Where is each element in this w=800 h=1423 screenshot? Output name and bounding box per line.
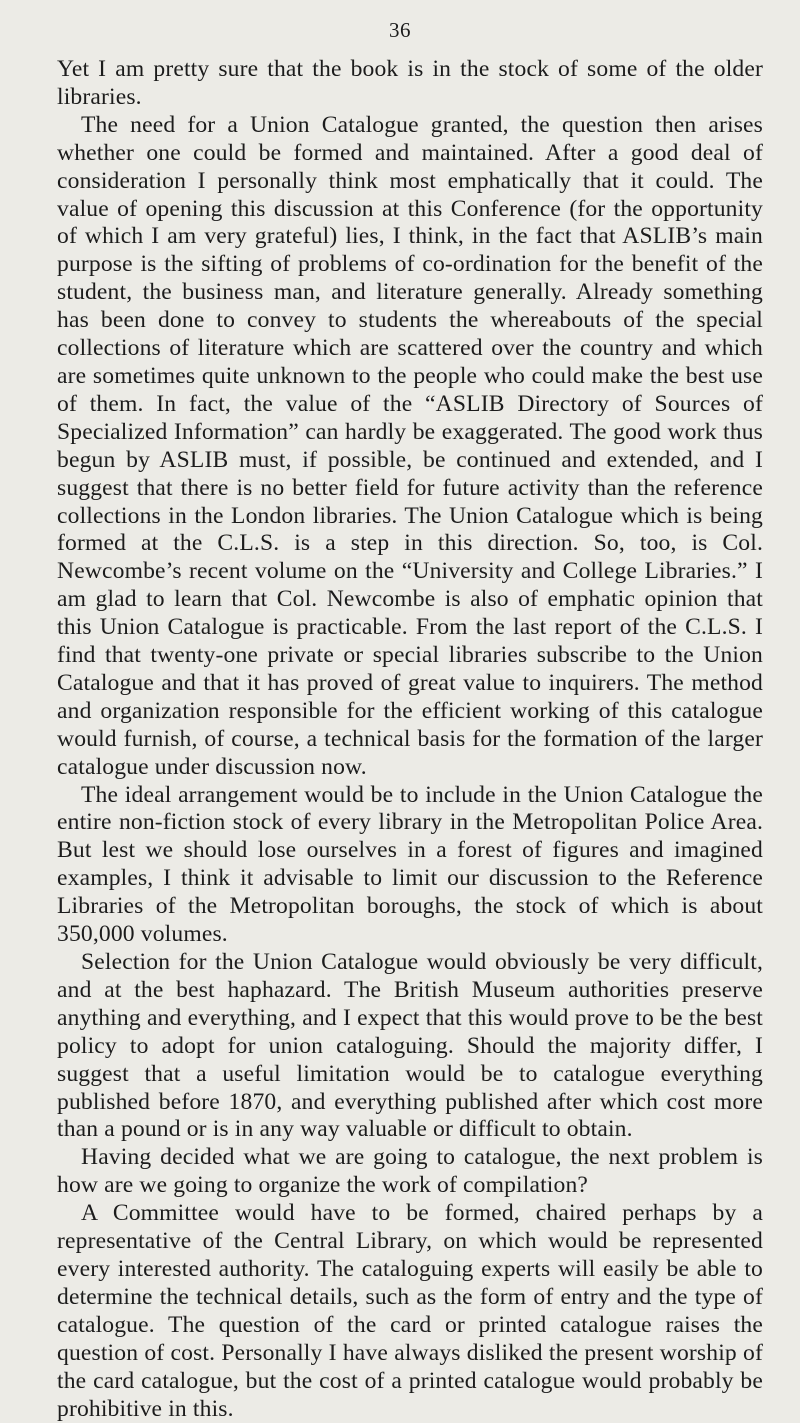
paragraph: Selection for the Union Catalogue would obviously be very difficult, and at the best haphazard. The British Museum authorities preserve anything and everything, and I expect that this would prove to be the best policy to adopt for union cataloguing. Should the majority differ, I suggest that a useful limitation would be to catalogue everything published before 1870, and everything published after which cost more than a pound or is in any way valuable or difficult to obtain. [57,949,763,1143]
paragraph: Having decided what we are going to catalogue, the next problem is how are we going to organize the work of compilation? [57,1144,763,1199]
paragraph: Yet I am pretty sure that the book is in the stock of some of the older libraries. [57,56,763,110]
paragraph: The ideal arrangement would be to include in the Union Catalogue the entire non-fiction stock of every library in the Metropolitan Police Area. But lest we should lose ourselves in a forest of figures and imagined examples, I think it advisable to limit our discussion to the Reference Libraries of the Metropolitan boroughs, the stock of which is about 350,000 volumes. [57,781,763,948]
body-text [57,56,763,1423]
paragraph: A Committee would have to be formed, chaired perhaps by a representative of the Central Library, on which would be represented every interested authority. The cataloguing experts will easily be able to determine the technical details, such as the form of entry and the type of catalogue. The question of the card or printed catalogue raises the question of cost. Personally I have always disliked the present worship of the card catalogue, but the cost of a printed catalogue would probably be prohibitive in this. [57,1200,763,1422]
page-number: 36 [389,18,411,42]
paragraph: The need for a Union Catalogue granted, the question then arises whether one could be formed and maintained. After a good deal of consideration I personally think most emphatically that it could. The value of opening this discussion at this Conference (for the opportunity of which I am very grateful) lies, I think, in the fact that ASLIB’s main purpose is the sifting of problems of co-ordination for the benefit of the student, the business man, and literature generally. Already something has been done to convey to students the whereabouts of the special collections of literature which are scattered over the country and which are sometimes quite unknown to the people who could make the best use of them. In fact, the value of the “ASLIB Directory of Sources of Specialized Information” can hardly be exaggerated. The good work thus begun by ASLIB must, if possible, be continued and extended, and I suggest that there is no better field for future activity than the reference collections in the London libraries. The Union Catalogue which is being formed at the C.L.S. is a step in this direction. So, too, is Col. Newcombe’s recent volume on the “University and College Libraries.” I am glad to learn that Col. Newcombe is also of emphatic opinion that this Union Catalogue is practicable. From the last report of the C.L.S. I find that twenty-one private or special libraries subscribe to the Union Catalogue and that it has proved of great value to inquirers. The method and organization responsible for the efficient working of this catalogue would furnish, of course, a technical basis for the formation of the larger catalogue under discussion now. [57,111,763,780]
